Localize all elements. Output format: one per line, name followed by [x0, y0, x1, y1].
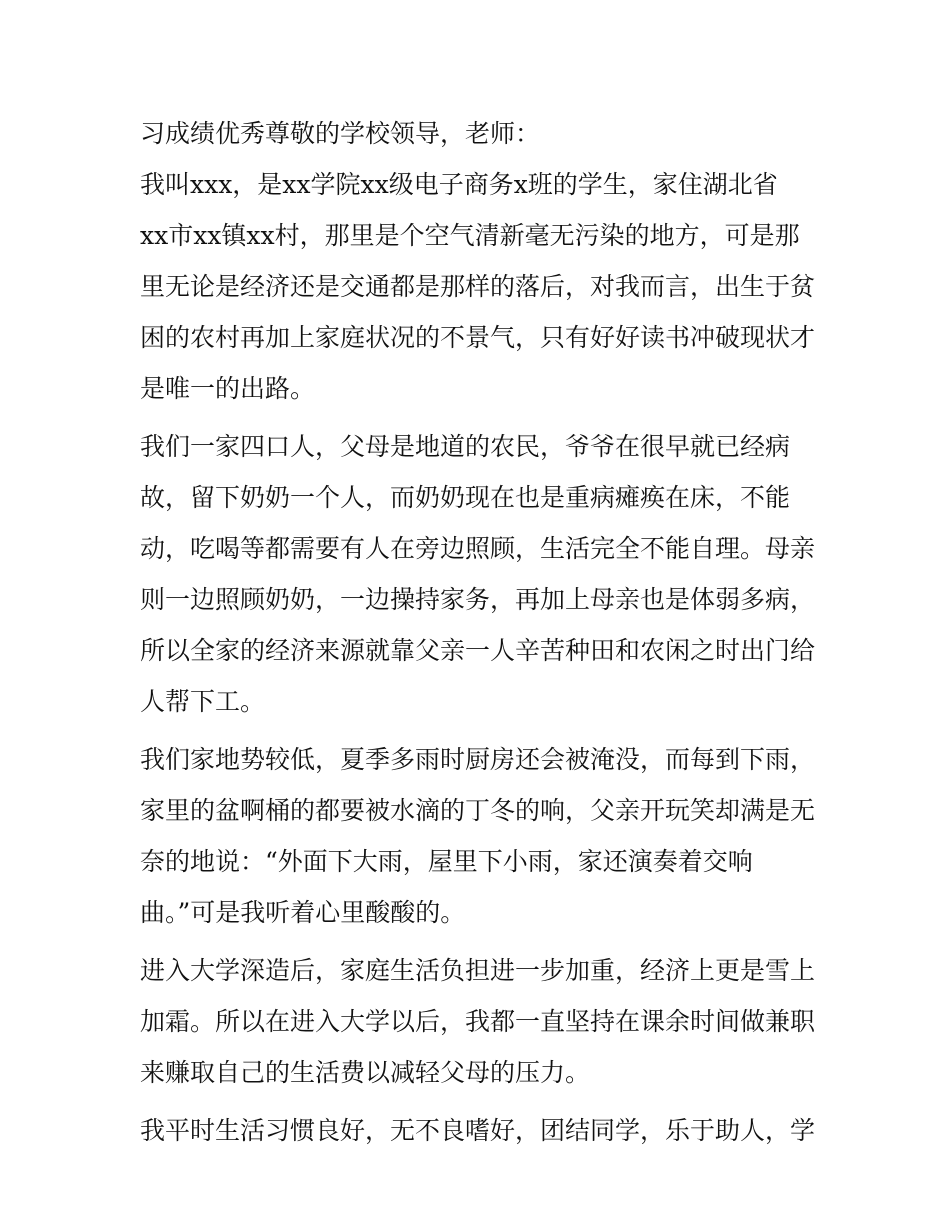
text-line: 我们一家四口人，父母是地道的农民，爷爷在很早就已经病: [140, 432, 791, 461]
text-line: 进入大学深造后，家庭生活负担进一步加重，经济上更是雪上: [140, 956, 816, 985]
paragraph-gap: [140, 727, 820, 734]
text-line: 奈的地说：“外面下大雨，屋里下小雨，家还演奏着交响: [140, 847, 753, 876]
text-line: 里无论是经济还是交通都是那样的落后，对我而言，出生于贫: [140, 272, 816, 301]
text-line: 习成绩优秀尊敬的学校领导，老师：: [140, 119, 541, 148]
text-line: 人帮下工。: [140, 687, 266, 716]
text-line: 所以全家的经济来源就靠父亲一人辛苦种田和农闲之时出门给: [140, 636, 816, 665]
text-line: 曲。”可是我听着心里酸酸的。: [140, 898, 466, 927]
text-line: 故，留下奶奶一个人，而奶奶现在也是重病瘫痪在床，不能: [140, 483, 791, 512]
text-line: 来赚取自己的生活费以减轻父母的压力。: [140, 1058, 591, 1087]
text-line: 动，吃喝等都需要有人在旁边照顾，生活完全不能自理。母亲: [140, 534, 816, 563]
letter-body: [140, 108, 820, 1156]
paragraph-gap: [140, 1098, 820, 1105]
text-line: 我们家地势较低，夏季多雨时厨房还会被淹没，而每到下雨，: [140, 745, 816, 774]
text-line: 我平时生活习惯良好，无不良嗜好，团结同学，乐于助人，学: [140, 1116, 816, 1145]
paragraph-gap: [140, 414, 820, 421]
text-line: xx市xx镇xx村，那里是个空气清新毫无污染的地方，可是那: [140, 221, 800, 250]
text-line: 家里的盆啊桶的都要被水滴的丁冬的响，父亲开玩笑却满是无: [140, 796, 816, 825]
paragraph-gap: [140, 938, 820, 945]
text-line: 是唯一的出路。: [140, 374, 316, 403]
text-line: 加霜。所以在进入大学以后，我都一直坚持在课余时间做兼职: [140, 1007, 816, 1036]
text-line: 我叫xxx，是xx学院xx级电子商务x班的学生，家住湖北省: [140, 170, 778, 199]
text-line: 则一边照顾奶奶，一边操持家务，再加上母亲也是体弱多病，: [140, 585, 816, 614]
text-line: 困的农村再加上家庭状况的不景气，只有好好读书冲破现状才: [140, 323, 816, 352]
